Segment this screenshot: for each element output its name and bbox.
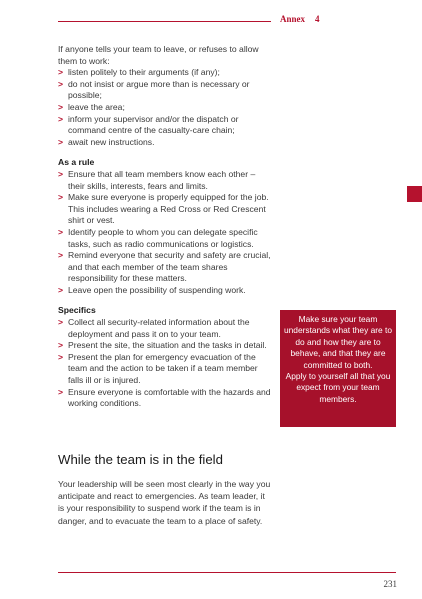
list-item: > await new instructions. [58, 136, 155, 147]
list-item: > Identify people to whom you can delegate specific tasks, such as radio communications or logistics. [58, 226, 258, 249]
bullet-arrow-icon: > [58, 168, 64, 179]
running-head-section: Annex [280, 14, 306, 24]
callout-text-apply: Apply to yourself all that you expect from your team members. [285, 371, 391, 404]
callout-text-commitment: Make sure your team understands what they are to do and how they are to behave, and that they are committed to both. [283, 314, 392, 370]
rule-list [58, 169, 272, 297]
list-item: > listen politely to their arguments (if any); [58, 67, 220, 78]
list-item: > inform your supervisor and/or the dispatch or command centre of the casualty-care chain; [58, 113, 239, 136]
list-item: > Leave open the possibility of suspending work. [58, 284, 246, 295]
footer-rule [58, 572, 396, 573]
bullet-arrow-icon: > [58, 226, 64, 237]
list-item: > leave the area; [58, 101, 125, 112]
intro-list [58, 67, 272, 148]
bullet-arrow-icon: > [58, 78, 64, 89]
intro-paragraph: If anyone tells your team to leave, or refuses to allow them to work: [58, 44, 259, 66]
section-body: Your leadership will be seen most clearly in the way you anticipate and react to emergencies. As team leader, it is your responsibility to suspend work if the team is in danger, and to evacuate the team to a place of safety. [58, 479, 271, 526]
running-head-number: 4 [315, 14, 320, 24]
list-item: > Present the site, the situation and the tasks in detail. [58, 340, 267, 351]
bullet-arrow-icon: > [58, 192, 64, 203]
list-item: > Present the plan for emergency evacuation of the team and the action to be taken if a team member falls ill or is injured. [58, 351, 258, 386]
section-title: While the team is in the field [58, 452, 223, 467]
bullet-arrow-icon: > [58, 101, 64, 112]
list-item: > Ensure that all team members know each other – their skills, interests, fears and limits. [58, 168, 256, 191]
bullet-arrow-icon: > [58, 67, 64, 78]
page-number: 231 [383, 579, 397, 589]
bullet-arrow-icon: > [58, 136, 64, 147]
bullet-arrow-icon: > [58, 340, 64, 351]
list-item: > Ensure everyone is comfortable with the hazards and working conditions. [58, 386, 271, 409]
callout-box [280, 310, 396, 427]
chapter-tab-marker [407, 186, 422, 202]
list-item: > Collect all security-related information about the deployment and pass it on to your team. [58, 317, 250, 339]
main-column [58, 44, 272, 410]
bullet-arrow-icon: > [58, 250, 64, 261]
specifics-heading: Specifics [58, 305, 96, 316]
list-item: > do not insist or argue more than is necessary or possible; [58, 78, 250, 101]
bullet-arrow-icon: > [58, 284, 64, 295]
bullet-arrow-icon: > [58, 317, 64, 328]
specifics-list [58, 317, 272, 410]
bullet-arrow-icon: > [58, 351, 64, 362]
list-item: > Make sure everyone is properly equipped for the job. This includes wearing a Red Cross or Red Crescent shirt or vest. [58, 192, 269, 226]
header-rule [58, 21, 271, 22]
as-a-rule-heading: As a rule [58, 157, 95, 168]
bullet-arrow-icon: > [58, 386, 64, 397]
running-head [280, 14, 320, 24]
bullet-arrow-icon: > [58, 113, 64, 124]
list-item: > Remind everyone that security and safety are crucial, and that each member of the team shares responsibility for these matters. [58, 250, 271, 284]
